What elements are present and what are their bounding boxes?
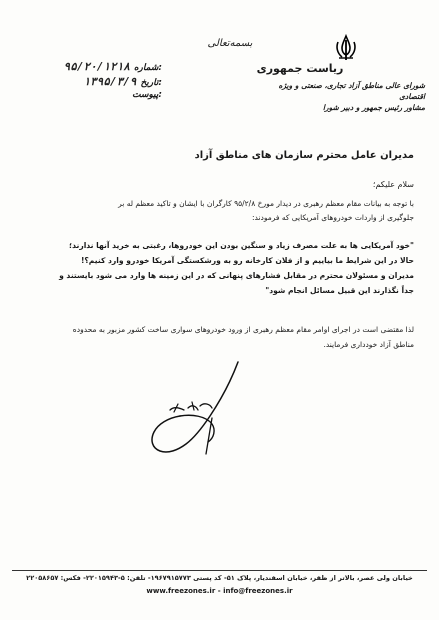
quote-line-4: جداً نگذارند این قبیل مسائل انجام شود" (265, 286, 414, 295)
attachment-label: پیوست: (132, 90, 162, 100)
closing-paragraph (28, 322, 414, 352)
number-value: ۹۵/۲۰/۱۲۱۸ (63, 60, 130, 73)
recipient-line: مدیران عامل محترم سازمان های مناطق آزاد (194, 150, 414, 161)
org-subtitle (250, 80, 425, 113)
quote-line-2: حالا در این شرایط ما بیاییم و از فلان کارخانه رو به ورشکستگی آمریکا خودرو وارد کنیم؟! (80, 256, 414, 265)
quote-line-1: "خود آمریکایی ها به علت مصرف زیاد و سنگین بودن این خودروها، رغبتی به خرید آنها ندارند؛ (69, 241, 414, 250)
salutation: سلام علیکم؛ (372, 180, 414, 189)
org-subtitle-line-2: مشاور رئیس جمهور و دبیر شورا (322, 103, 425, 112)
quote-line-3: مدیران و مسئولان محترم در مقابل فشارهای پنهانی که در این زمینه ها وارد می شود بایستند و (59, 271, 414, 280)
meta-number (12, 60, 162, 75)
footer-divider (12, 570, 427, 571)
closing-line-1: لذا مقتضی است در اجرای اوامر مقام معظم رهبری از ورود خودروهای سواری ساخت کشور مزبور به محدوده (72, 325, 414, 334)
handwritten-signature (140, 358, 260, 468)
intro-paragraph (28, 197, 414, 225)
intro-line-1: با توجه به بیانات مقام معظم رهبری در دیدار مورخ ۹۵/۲/۸ کارگران با ایشان و تاکید معظم له بر (118, 199, 414, 208)
quote-paragraph (22, 238, 414, 298)
meta-date (12, 75, 162, 90)
date-value: ۱۳۹۵/۳/۹ (83, 75, 137, 88)
org-title: ریاست جمهوری (256, 62, 344, 75)
iran-emblem-icon (333, 34, 359, 62)
org-subtitle-line-1: شورای عالی مناطق آزاد تجاری، صنعتی و ویژه اقتصادی (278, 81, 425, 101)
footer-address: خیابان ولی عصر، بالاتر از ظفر، خیابان اسفندیار، پلاک ۵۱- کد پستی ۱۹۶۷۹۱۵۷۷۳- تلفن: ۵-۲۲۰۱۵۹۴۳- فکس: ۲۲۰۵۸۶۵۷ (26, 574, 413, 582)
closing-line-2: مناطق آزاد خودداری فرمایند. (323, 340, 414, 349)
intro-line-2: جلوگیری از واردات خودروهای آمریکایی که فرمودند: (251, 213, 414, 222)
letter-meta (12, 60, 162, 105)
number-label: شماره: (133, 63, 162, 73)
bismillah-heading: بسمه‌تعالی (207, 38, 253, 49)
date-label: تاریخ: (140, 78, 162, 88)
footer-web-contact: www.freezones.ir - info@freezones.ir (146, 587, 293, 595)
meta-attachment (12, 90, 162, 105)
